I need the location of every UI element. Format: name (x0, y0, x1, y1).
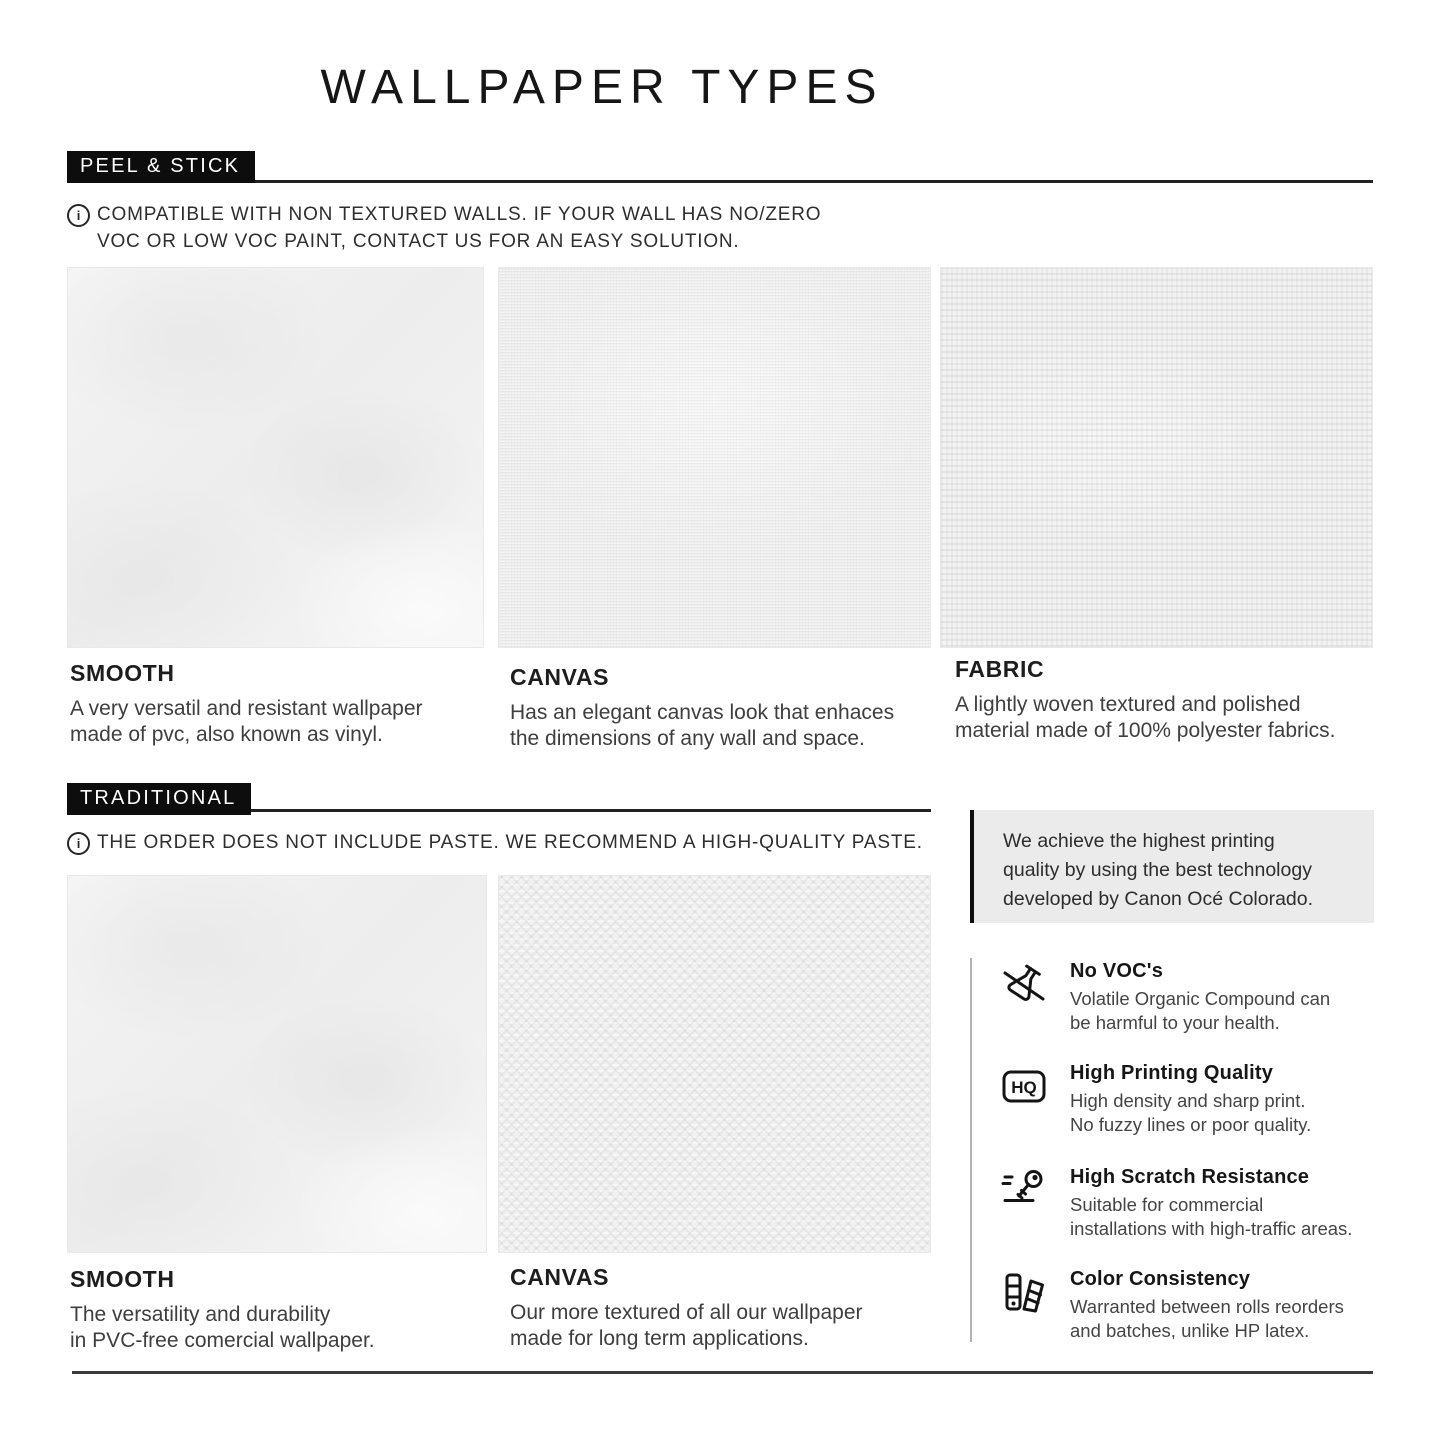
feature-description-line: Warranted between rolls reorders (1070, 1296, 1344, 1317)
swatch-description-line: made of pvc, also known as vinyl. (70, 723, 383, 746)
coarse-canvas-swatch (498, 875, 931, 1253)
smooth-traditional-caption (70, 1266, 375, 1354)
section-label-peel-stick: PEEL & STICK (67, 151, 255, 183)
info-icon: i (67, 832, 90, 855)
swatch-description-line: A very versatil and resistant wallpaper (70, 697, 423, 720)
quality-statement-line: quality by using the best technology (1003, 859, 1312, 881)
smooth-paper-swatch (67, 875, 487, 1253)
fine-canvas-swatch (498, 267, 931, 648)
feature-high-printing-quality (1000, 1062, 1311, 1136)
scratch-resistant-key-icon (1000, 1166, 1048, 1214)
swatch-description-line: the dimensions of any wall and space. (510, 727, 865, 750)
feature-text (1070, 1062, 1311, 1136)
no-voc-flask-icon (1000, 960, 1048, 1008)
note-line: VOC OR LOW VOC PAINT, CONTACT US FOR AN EASY SOLUTION. (97, 231, 740, 252)
feature-title: No VOC's (1070, 960, 1164, 982)
swatch-description-line: Has an elegant canvas look that enhaces (510, 701, 895, 724)
feature-description-line: No fuzzy lines or poor quality. (1070, 1113, 1312, 1135)
swatch-title: CANVAS (510, 664, 610, 690)
feature-color-consistency (1000, 1268, 1344, 1342)
feature-description-line: Volatile Organic Compound can (1070, 988, 1331, 1009)
traditional-note (67, 829, 923, 856)
svg-text:HQ: HQ (1011, 1078, 1037, 1097)
canvas-caption (510, 664, 894, 752)
note-line: THE ORDER DOES NOT INCLUDE PASTE. WE RECOMMEND A HIGH-QUALITY PASTE. (97, 832, 923, 853)
swatch-title: FABRIC (955, 656, 1045, 682)
feature-description-line: High density and sharp print. (1070, 1090, 1306, 1111)
woven-fabric-swatch (940, 267, 1373, 648)
features-divider-line (970, 958, 972, 1342)
swatch-description-line: The versatility and durability (70, 1303, 331, 1326)
swatch-title: SMOOTH (70, 1266, 175, 1292)
page-title: WALLPAPER TYPES (320, 61, 884, 114)
feature-no-voc (1000, 960, 1330, 1034)
feature-text (1070, 1268, 1344, 1342)
info-icon: i (67, 204, 90, 227)
feature-text (1070, 1166, 1352, 1240)
peel-stick-note (67, 201, 821, 255)
quality-statement-panel (970, 810, 1374, 923)
feature-title: Color Consistency (1070, 1268, 1251, 1290)
high-quality-badge-icon (1000, 1062, 1048, 1110)
swatch-title: SMOOTH (70, 660, 175, 686)
feature-text (1070, 960, 1330, 1034)
peel-stick-divider-rule (67, 180, 1373, 183)
feature-high-scratch-resistance (1000, 1166, 1352, 1240)
swatch-description-line: in PVC-free comercial wallpaper. (70, 1329, 375, 1352)
swatch-description-line: A lightly woven textured and polished (955, 693, 1301, 716)
color-swatchbook-icon (1000, 1268, 1048, 1316)
feature-title: High Scratch Resistance (1070, 1166, 1310, 1188)
quality-statement-line: developed by Canon Océ Colorado. (1003, 888, 1314, 910)
section-label-traditional: TRADITIONAL (67, 783, 251, 815)
fabric-caption (955, 656, 1336, 744)
swatch-title: CANVAS (510, 1264, 610, 1290)
swatch-description-line: material made of 100% polyester fabrics. (955, 719, 1336, 742)
canvas-traditional-caption (510, 1264, 863, 1352)
smooth-caption (70, 660, 423, 748)
note-line: COMPATIBLE WITH NON TEXTURED WALLS. IF YOUR WALL HAS NO/ZERO (97, 204, 822, 225)
quality-statement-line: We achieve the highest printing (1003, 830, 1275, 852)
swatch-description-line: Our more textured of all our wallpaper (510, 1301, 863, 1324)
feature-title: High Printing Quality (1070, 1062, 1274, 1084)
swatch-description-line: made for long term applications. (510, 1327, 809, 1350)
feature-description-line: installations with high-traffic areas. (1070, 1217, 1353, 1239)
feature-description-line: and batches, unlike HP latex. (1070, 1319, 1310, 1341)
page-bottom-rule (72, 1371, 1373, 1374)
feature-description-line: Suitable for commercial (1070, 1194, 1264, 1215)
smooth-vinyl-swatch (67, 267, 484, 648)
feature-description-line: be harmful to your health. (1070, 1011, 1280, 1033)
